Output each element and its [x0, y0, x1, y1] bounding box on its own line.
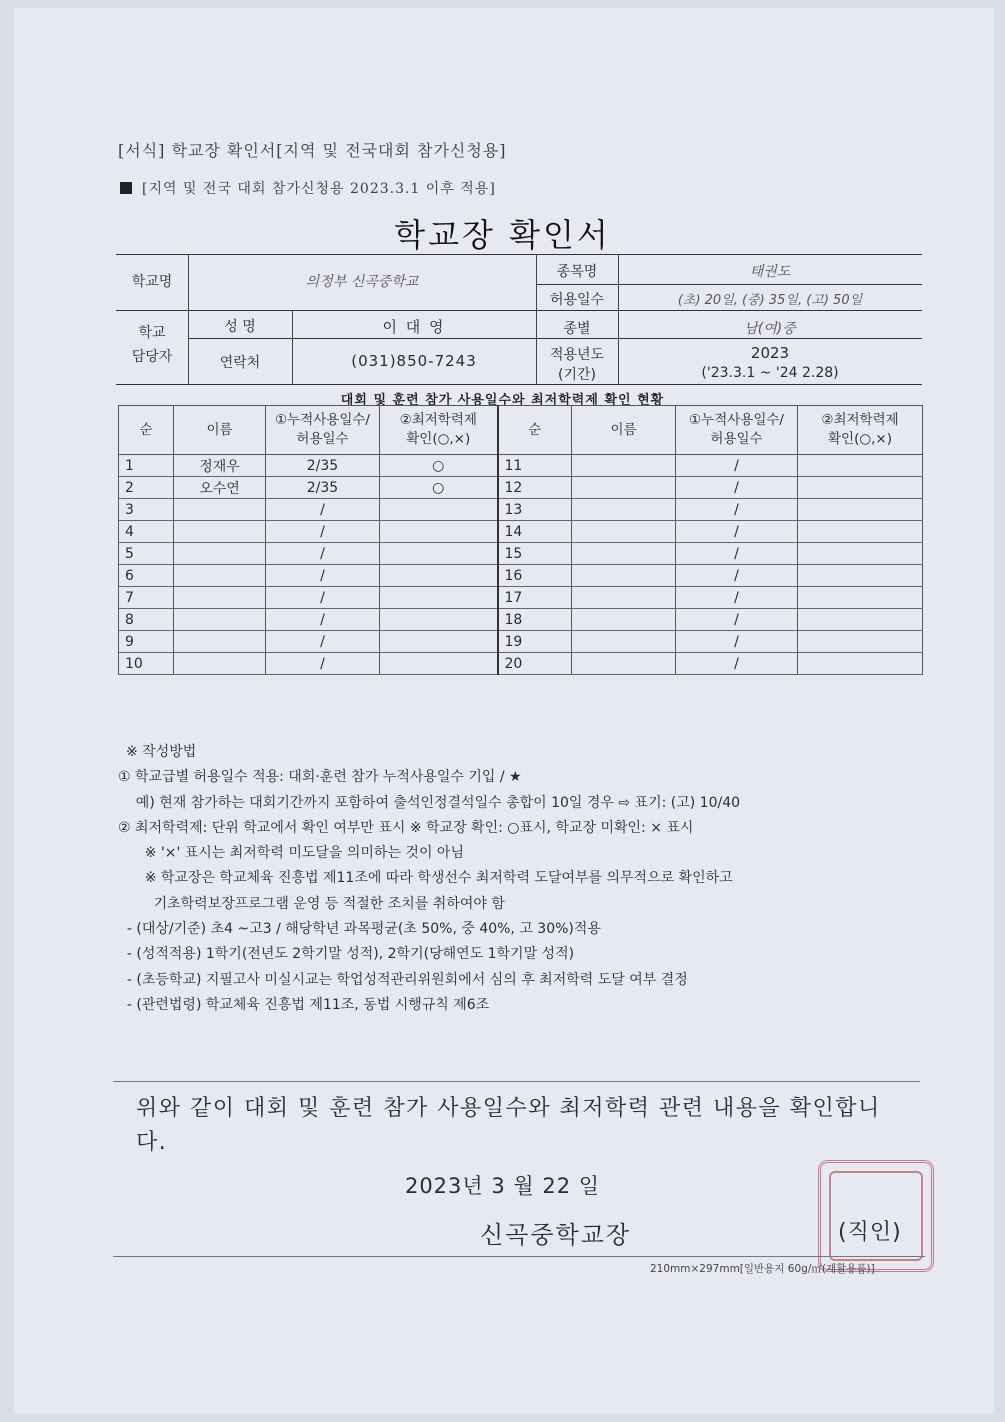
cell-left-name — [174, 631, 266, 653]
col-min-line1: ②최저학력제 — [399, 412, 477, 428]
cell-left-name — [174, 609, 266, 631]
note-line: 기초학력보장프로그램 운영 등 적절한 조치를 취하여야 함 — [118, 895, 505, 912]
cell-left-used: / — [266, 609, 380, 631]
manager-label-2: 담당자 — [131, 349, 173, 365]
table-row — [119, 521, 923, 543]
divider — [113, 1081, 920, 1082]
table-row — [119, 609, 923, 631]
cell-right-name — [572, 565, 676, 587]
cell-left-min — [380, 631, 498, 653]
sub-line-text: [지역 및 전국 대회 참가신청용 2023.3.1 이후 적용] — [142, 181, 496, 197]
gender-label: 종별 — [563, 321, 591, 337]
table-row — [119, 587, 923, 609]
cell-left-used: / — [266, 565, 380, 587]
col-no-right: 순 — [498, 406, 572, 455]
square-bullet-icon — [120, 182, 132, 194]
event-value: 태권도 — [749, 264, 791, 280]
note-line: - (성적적용) 1학기(전년도 2학기말 성적), 2학기(당해연도 1학기말 성적) — [118, 946, 575, 963]
cell-left-name — [174, 653, 266, 675]
col-min-line2: 확인(○,×) — [406, 431, 471, 447]
cell-right-no: 18 — [498, 609, 572, 631]
cell-left-used: / — [266, 543, 380, 565]
rule — [536, 284, 922, 285]
table-row — [119, 543, 923, 565]
form-line: [서식] 학교장 확인서[지역 및 전국대회 참가신청용] — [118, 141, 507, 160]
allowed-label: 허용일수 — [549, 292, 605, 308]
col-used-right — [676, 406, 798, 455]
allowed-value: (초) 20일, (중) 35일, (고) 50일 — [677, 293, 863, 308]
cell-right-name — [572, 609, 676, 631]
principal: 신곡중학교장 — [480, 1221, 632, 1249]
cell-right-used: / — [676, 455, 798, 477]
cell-left-no: 5 — [119, 543, 174, 565]
cell-right-min — [798, 631, 923, 653]
cell-left-name: 정재우 — [174, 455, 266, 477]
col-used-right-line1: ①누적사용일수/ — [689, 412, 784, 428]
cell-right-used: / — [676, 631, 798, 653]
col-used-line2: 허용일수 — [296, 431, 349, 447]
cell-left-used: / — [266, 521, 380, 543]
table-row — [119, 653, 923, 675]
note-line: ② 최저학력제: 단위 학교에서 확인 여부만 표시 ※ 학교장 확인: ○표시, 학교장 미확인: × 표시 — [118, 819, 694, 836]
cell-right-no: 17 — [498, 587, 572, 609]
contact-label: 연락처 — [219, 355, 261, 371]
col-min-right-line1: ②최저학력제 — [821, 412, 899, 428]
notes-heading: ※ 작성방법 — [126, 744, 197, 760]
seal-label: (직인) — [838, 1220, 902, 1245]
cell-right-no: 20 — [498, 653, 572, 675]
cell-left-no: 7 — [119, 587, 174, 609]
status-table — [118, 405, 923, 675]
confirm-text: 위와 같이 대회 및 훈련 참가 사용일수와 최저학력 관련 내용을 확인합니다. — [136, 1096, 881, 1155]
year-value: 2023 — [750, 344, 790, 362]
page-title: 학교장 확인서 — [394, 216, 611, 254]
cell-left-no: 2 — [119, 477, 174, 499]
manager-label-1: 학교 — [138, 325, 166, 341]
event-label: 종목명 — [556, 264, 598, 280]
cell-left-min — [380, 609, 498, 631]
cell-right-name — [572, 455, 676, 477]
cell-left-min — [380, 499, 498, 521]
cell-right-no: 15 — [498, 543, 572, 565]
cell-right-no: 13 — [498, 499, 572, 521]
cell-left-name — [174, 587, 266, 609]
cell-right-min — [798, 455, 923, 477]
cell-left-no: 8 — [119, 609, 174, 631]
rule — [116, 254, 922, 255]
contact-value: (031)850-7243 — [351, 352, 477, 370]
cell-left-no: 4 — [119, 521, 174, 543]
cell-right-name — [572, 499, 676, 521]
cell-left-min: ○ — [380, 455, 498, 477]
info-box — [116, 254, 922, 386]
year-label-2: (기간) — [558, 367, 596, 383]
cell-right-min — [798, 477, 923, 499]
school-value: 의정부 신곡중학교 — [305, 274, 419, 290]
note-line: ※ '×' 표시는 최저학력 미도달을 의미하는 것이 아님 — [118, 845, 464, 862]
name-label: 성 명 — [224, 319, 256, 335]
school-label: 학교명 — [131, 274, 173, 290]
year-label-1: 적용년도 — [549, 347, 605, 363]
note-line: - (초등학교) 지필고사 미실시교는 학업성적관리위원회에서 심의 후 최저학력 도달 여부 결정 — [118, 971, 688, 988]
col-min — [380, 406, 498, 455]
note-line: ※ 학교장은 학교체육 진흥법 제11조에 따라 학생선수 최저학력 도달여부를 의무적으로 확인하고 — [118, 870, 733, 887]
cell-right-min — [798, 653, 923, 675]
cell-right-name — [572, 521, 676, 543]
cell-left-name: 오수연 — [174, 477, 266, 499]
rule — [116, 384, 922, 385]
note-line: - (관련법령) 학교체육 진흥법 제11조, 동법 시행규칙 제6조 — [118, 996, 490, 1013]
col-used — [266, 406, 380, 455]
cell-right-no: 16 — [498, 565, 572, 587]
col-name-right: 이름 — [572, 406, 676, 455]
divider — [113, 1256, 925, 1257]
table-row — [119, 477, 923, 499]
cell-right-used: / — [676, 653, 798, 675]
cell-right-used: / — [676, 565, 798, 587]
col-no: 순 — [119, 406, 174, 455]
cell-right-no: 14 — [498, 521, 572, 543]
cell-left-used: / — [266, 653, 380, 675]
note-line: 예) 현재 참가하는 대회기간까지 포함하여 출석인정결석일수 총합이 10일 경우 ⇨ 표기: (고) 10/40 — [118, 794, 741, 811]
cell-right-name — [572, 587, 676, 609]
cell-right-name — [572, 543, 676, 565]
cell-left-min — [380, 543, 498, 565]
name-value: 이 대 영 — [382, 318, 446, 336]
note-line: - (대상/기준) 초4 ~고3 / 해당학년 과목평균(초 50%, 중 40%, 고 30%)적용 — [118, 921, 601, 938]
cell-left-used: / — [266, 587, 380, 609]
table-row — [119, 499, 923, 521]
cell-right-used: / — [676, 587, 798, 609]
cell-right-no: 11 — [498, 455, 572, 477]
cell-right-no: 19 — [498, 631, 572, 653]
section-title: 대회 및 훈련 참가 사용일수와 최저학력제 확인 현황 — [340, 393, 665, 408]
table-row — [119, 565, 923, 587]
notes — [118, 740, 740, 1018]
rule — [188, 338, 922, 339]
cell-right-min — [798, 565, 923, 587]
col-min-right-line2: 확인(○,×) — [828, 431, 892, 447]
cell-right-min — [798, 499, 923, 521]
cell-left-no: 3 — [119, 499, 174, 521]
cell-left-name — [174, 521, 266, 543]
cell-left-min — [380, 565, 498, 587]
cell-right-name — [572, 653, 676, 675]
period-value: ('23.3.1 ~ '24 2.28) — [701, 365, 839, 381]
cell-left-min — [380, 521, 498, 543]
cell-right-used: / — [676, 609, 798, 631]
cell-left-used: / — [266, 499, 380, 521]
sub-line — [120, 178, 496, 198]
rule — [116, 310, 922, 311]
col-min-right — [798, 406, 923, 455]
cell-left-name — [174, 543, 266, 565]
gender-value: 남(여)중 — [744, 321, 796, 337]
cell-left-used: 2/35 — [266, 455, 380, 477]
col-name: 이름 — [174, 406, 266, 455]
cell-left-min: ○ — [380, 477, 498, 499]
table-header-row — [119, 406, 923, 455]
cell-right-min — [798, 587, 923, 609]
col-used-right-line2: 허용일수 — [710, 431, 763, 447]
cell-right-min — [798, 609, 923, 631]
cell-right-min — [798, 543, 923, 565]
cell-right-used: / — [676, 499, 798, 521]
cell-right-used: / — [676, 543, 798, 565]
cell-left-used: / — [266, 631, 380, 653]
paper-note: 210mm×297mm[일반용지 60g/㎡(재활용품)] — [650, 1263, 875, 1275]
cell-right-min — [798, 521, 923, 543]
col-used-line1: ①누적사용일수/ — [275, 412, 370, 428]
cell-left-min — [380, 653, 498, 675]
cell-right-used: / — [676, 521, 798, 543]
table-row — [119, 631, 923, 653]
cell-left-min — [380, 587, 498, 609]
cell-left-no: 1 — [119, 455, 174, 477]
cell-left-no: 6 — [119, 565, 174, 587]
cell-right-used: / — [676, 477, 798, 499]
cell-left-no: 10 — [119, 653, 174, 675]
cell-right-name — [572, 477, 676, 499]
note-line: ① 학교급별 허용일수 적용: 대회·훈련 참가 누적사용일수 기입 / ★ — [118, 769, 522, 786]
table-row — [119, 455, 923, 477]
cell-right-name — [572, 631, 676, 653]
cell-left-used: 2/35 — [266, 477, 380, 499]
cell-left-name — [174, 565, 266, 587]
cell-left-name — [174, 499, 266, 521]
date: 2023년 3 월 22 일 — [404, 1174, 601, 1198]
cell-left-no: 9 — [119, 631, 174, 653]
cell-right-no: 12 — [498, 477, 572, 499]
